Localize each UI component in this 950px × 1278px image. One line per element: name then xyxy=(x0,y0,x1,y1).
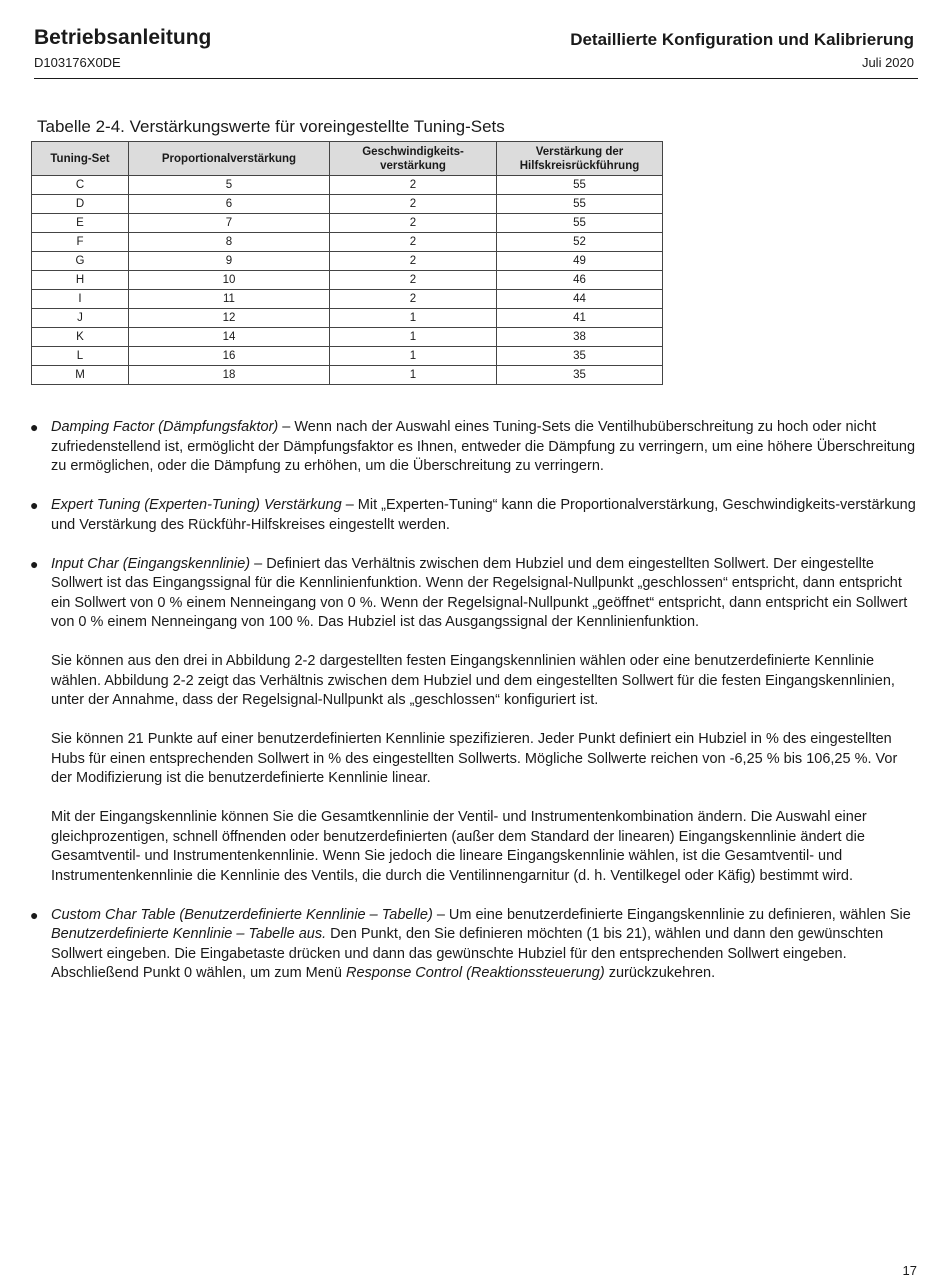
term-response-control: Response Control (Reaktionssteuerung) xyxy=(345,965,605,981)
cell-proportional-gain: 12 xyxy=(129,309,330,328)
cell-feedback-gain: 46 xyxy=(497,271,663,290)
cell-tuning-set: E xyxy=(32,214,129,233)
paragraph-damping-factor: Damping Factor (Dämpfungsfaktor) – Wenn nach der Auswahl eines Tuning-Sets die Ventilhubüberschreitung zu hoch oder nicht zufriedenstellend ist, ermöglicht der Dämpfungsfaktor es Ihnen, entweder die Dämpfung zu verringern, um eine höhere Überschreitung zu ermöglichen, oder die Dämpfung zu erhöhen, um die Überschreitung zu verringern. xyxy=(51,419,916,474)
bullet-expert-tuning xyxy=(30,496,920,535)
paragraph-custom-points: Sie können 21 Punkte auf einer benutzerdefinierten Kennlinie spezifizieren. Jeder Punkt definiert ein Hubziel in % des eingestellten Hubs für einen entsprechenden Sollwert in % des eingestellten Sollwerts. Mögliche Sollwerte reichen von -6,25 % bis 106,25 %. Vor der Modifizierung ist die benutzerdefinierte Kennlinie linear. xyxy=(51,731,898,786)
term-custom-char-table-de: Benutzerdefinierte Kennlinie – Tabelle aus. xyxy=(51,926,327,942)
cell-feedback-gain: 49 xyxy=(497,252,663,271)
cell-tuning-set: I xyxy=(32,290,129,309)
manual-title: Betriebsanleitung xyxy=(34,26,212,49)
cell-tuning-set: L xyxy=(32,347,129,366)
term-damping-factor: Damping Factor (Dämpfungsfaktor) xyxy=(51,419,279,435)
cell-velocity-gain: 2 xyxy=(330,176,497,195)
cell-feedback-gain: 38 xyxy=(497,328,663,347)
header-tuning-set: Tuning-Set xyxy=(32,142,129,176)
cell-proportional-gain: 5 xyxy=(129,176,330,195)
term-expert-tuning: Expert Tuning (Experten-Tuning) Verstärkung xyxy=(51,497,342,513)
bullet-dot-icon: ● xyxy=(30,906,39,923)
table-row xyxy=(32,271,663,290)
cell-feedback-gain: 44 xyxy=(497,290,663,309)
cell-tuning-set: H xyxy=(32,271,129,290)
cell-tuning-set: K xyxy=(32,328,129,347)
cell-velocity-gain: 1 xyxy=(330,347,497,366)
paragraph-custom-char-table: Custom Char Table (Benutzerdefinierte Kennlinie – Tabelle) – Um eine benutzerdefinierte Eingangskennlinie zu definieren, wählen Sie Benutzerdefinierte Kennlinie – Tabelle aus. Den Punkt, den Sie definieren möchten (1 bis 21), wählen und dann den gewünschten Sollwert eingeben. Die Eingabetaste drücken und dann das gewünschte Hubziel für den entsprechenden Sollwert eingeben. Abschließend Punkt 0 wählen, um zum Menü Response Control (Reaktionssteuerung) zurückzukehren. xyxy=(51,906,911,981)
cell-proportional-gain: 8 xyxy=(129,233,330,252)
cell-proportional-gain: 14 xyxy=(129,328,330,347)
cell-tuning-set: G xyxy=(32,252,129,271)
header-velocity-gain: Geschwindigkeits- verstärkung xyxy=(330,142,497,176)
table-row xyxy=(32,328,663,347)
cell-tuning-set: J xyxy=(32,309,129,328)
term-input-char: Input Char (Eingangskennlinie) xyxy=(51,555,251,572)
document-number: D103176X0DE xyxy=(34,55,121,70)
bullet-dot-icon: ● xyxy=(30,555,39,572)
paragraph-expert-tuning: Expert Tuning (Experten-Tuning) Verstärkung – Mit „Experten-Tuning“ kann die Proportionalverstärkung, Geschwindigkeits-verstärkung und Verstärkung des Rückführ-Hilfskreises eingestellt werden. xyxy=(51,497,916,533)
table-caption: Tabelle 2-4. Verstärkungswerte für voreingestellte Tuning-Sets xyxy=(37,117,505,136)
cell-velocity-gain: 2 xyxy=(330,214,497,233)
header-proportional-gain: Proportionalverstärkung xyxy=(129,142,330,176)
page-number: 17 xyxy=(902,1263,917,1278)
cell-feedback-gain: 35 xyxy=(497,347,663,366)
table-row xyxy=(32,176,663,195)
cell-velocity-gain: 2 xyxy=(330,233,497,252)
paragraph-input-char: Input Char (Eingangskennlinie) – Definiert das Verhältnis zwischen dem Hubziel und dem eingestellten Sollwert. Der eingestellte Sollwert ist das Eingangssignal für die Kennlinienfunktion. Wenn der Regelsignal-Nullpunkt „geschlossen“ entspricht, dann entspricht ein Sollwert von 0 % einem Nenneingang von 0 %. Wenn der Regelsignal-Nullpunkt „geöffnet“ entspricht, dann entspricht ein Sollwert von 0 % einem Nenneingang von 100 %. Das Hubziel ist das Ausgangssignal der Kennlinienfunktion. xyxy=(51,555,908,630)
bullet-input-char xyxy=(30,555,920,633)
cell-velocity-gain: 1 xyxy=(330,366,497,385)
table-row xyxy=(32,309,663,328)
cell-proportional-gain: 18 xyxy=(129,366,330,385)
term-custom-char-table: Custom Char Table (Benutzerdefinierte Kennlinie – Tabelle) xyxy=(51,906,433,923)
cell-velocity-gain: 1 xyxy=(330,309,497,328)
cell-feedback-gain: 55 xyxy=(497,176,663,195)
cell-feedback-gain: 52 xyxy=(497,233,663,252)
cell-proportional-gain: 16 xyxy=(129,347,330,366)
cell-tuning-set: C xyxy=(32,176,129,195)
bullet-dot-icon: ● xyxy=(30,419,39,435)
cell-tuning-set: D xyxy=(32,195,129,214)
cell-tuning-set: M xyxy=(32,366,129,385)
cell-proportional-gain: 10 xyxy=(129,271,330,290)
bullet-dot-icon: ● xyxy=(30,497,39,513)
table-row xyxy=(32,214,663,233)
section-title: Detaillierte Konfiguration und Kalibrierung xyxy=(570,30,914,49)
cell-proportional-gain: 7 xyxy=(129,214,330,233)
bullet-custom-char-table xyxy=(30,906,920,984)
cell-velocity-gain: 2 xyxy=(330,252,497,271)
cell-velocity-gain: 2 xyxy=(330,290,497,309)
publication-date: Juli 2020 xyxy=(861,55,914,70)
tuning-set-table xyxy=(31,141,663,385)
table-row xyxy=(32,290,663,309)
table-header-row xyxy=(32,142,663,176)
cell-proportional-gain: 9 xyxy=(129,252,330,271)
table-row xyxy=(32,347,663,366)
header-minor-loop-feedback-gain: Verstärkung der Hilfskreisrückführung xyxy=(497,142,663,176)
table-row xyxy=(32,195,663,214)
cell-feedback-gain: 55 xyxy=(497,214,663,233)
table-row xyxy=(32,252,663,271)
cell-velocity-gain: 2 xyxy=(330,271,497,290)
cell-velocity-gain: 1 xyxy=(330,328,497,347)
page-header xyxy=(34,26,918,79)
cell-tuning-set: F xyxy=(32,233,129,252)
body-content xyxy=(30,418,920,984)
cell-proportional-gain: 6 xyxy=(129,195,330,214)
cell-velocity-gain: 2 xyxy=(330,195,497,214)
paragraph-overall-characteristic: Mit der Eingangskennlinie können Sie die Gesamtkennlinie der Ventil- und Instrumentenkombination ändern. Die Auswahl einer gleichprozentigen, schnell öffnenden oder benutzerdefinierten (außer dem Standard der linearen) Eingangskennlinie ändert die Gesamtventil- und Instrumentenkennlinie. Wenn Sie jedoch die lineare Eingangskennlinie wählen, ist die Gesamtventil- und Instrumentenkennlinie die Kennlinie des Ventils, die durch die Ventilinnengarnitur (d. h. Ventilkegel oder Käfig) bestimmt wird. xyxy=(51,809,867,884)
table-row xyxy=(32,366,663,385)
table-row xyxy=(32,233,663,252)
bullet-damping-factor xyxy=(30,418,920,477)
paragraph-fixed-characteristics: Sie können aus den drei in Abbildung 2-2 dargestellten festen Eingangskennlinien wählen oder eine benutzerdefinierte Kennlinie wählen. Abbildung 2-2 zeigt das Verhältnis zwischen dem Hubziel und dem eingestellten Sollwert für die festen Eingangskennlinien, unter der Annahme, dass der Regelsignal-Nullpunkt als „geschlossen“ konfiguriert ist. xyxy=(51,653,895,708)
cell-feedback-gain: 35 xyxy=(497,366,663,385)
cell-feedback-gain: 55 xyxy=(497,195,663,214)
cell-proportional-gain: 11 xyxy=(129,290,330,309)
cell-feedback-gain: 41 xyxy=(497,309,663,328)
